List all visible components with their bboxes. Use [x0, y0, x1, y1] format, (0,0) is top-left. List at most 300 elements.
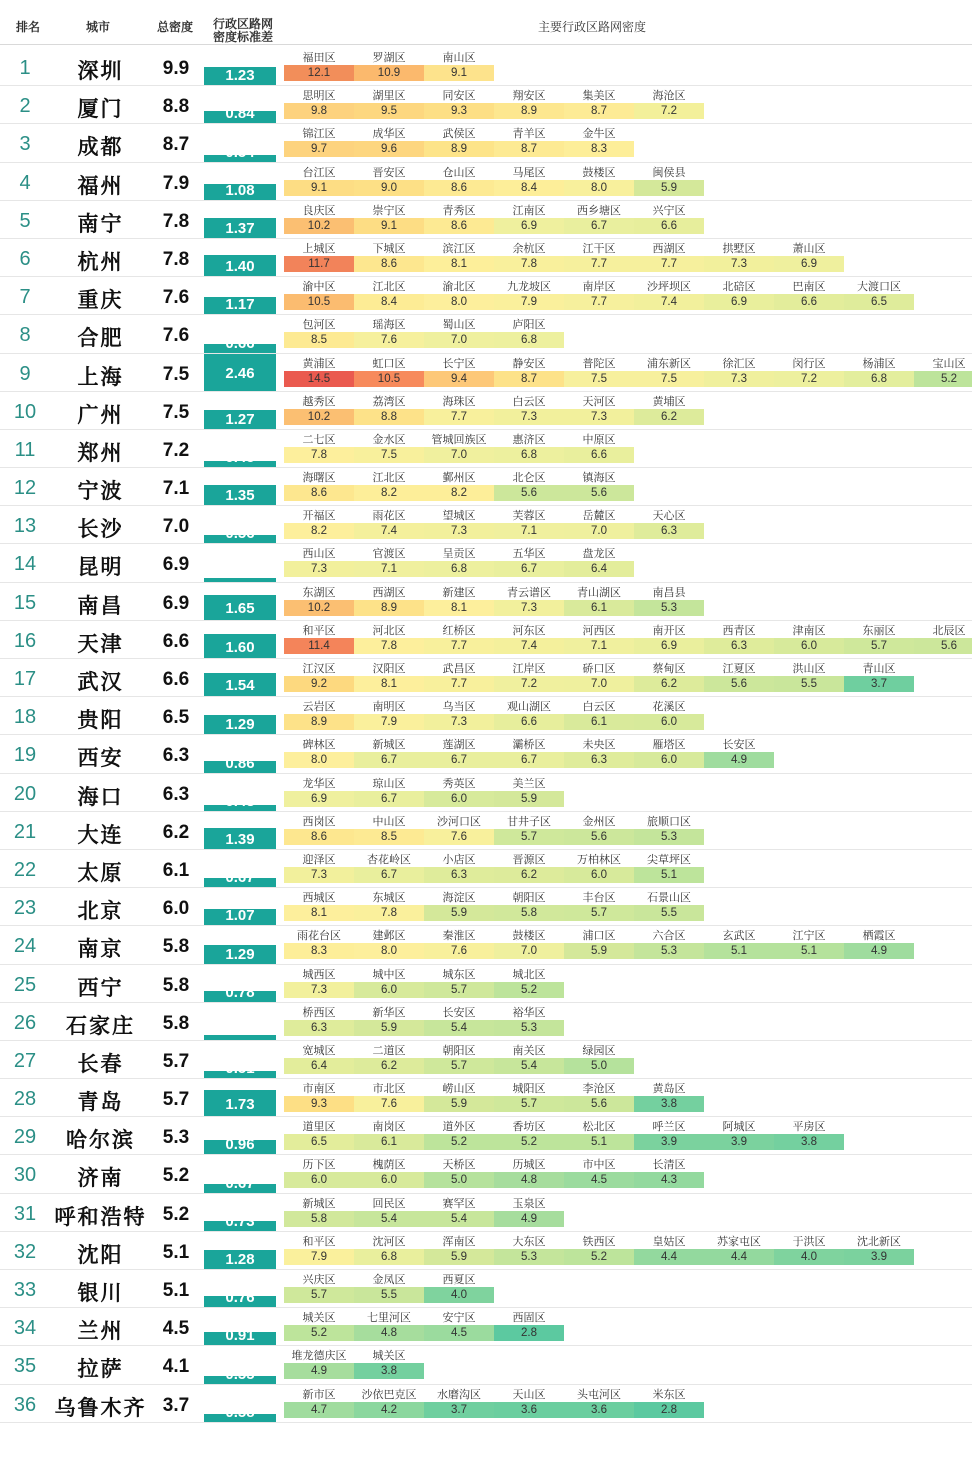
district-name: 同安区: [442, 90, 476, 103]
district-name: 碑林区: [302, 739, 336, 752]
district-name: 旅顺口区: [647, 815, 691, 828]
rank-cell: 34: [13, 1317, 37, 1340]
district-value: 7.7: [564, 294, 634, 310]
district-cell: [844, 659, 914, 697]
district-name: 西城区: [302, 892, 336, 905]
std-bar-cell: [204, 583, 276, 621]
district-cell: [774, 1232, 844, 1270]
district-name: 浦口区: [582, 930, 616, 943]
district-name: 翔安区: [512, 90, 546, 103]
district-cell: [284, 926, 354, 964]
district-cell: [704, 659, 774, 697]
district-value: 6.7: [354, 752, 424, 768]
district-name: 北辰区: [932, 624, 966, 637]
district-cell: [284, 1117, 354, 1155]
rank-cell: 31: [13, 1202, 37, 1225]
rank-cell: 16: [13, 629, 37, 652]
district-value: 5.5: [354, 1287, 424, 1303]
district-value: 8.0: [564, 180, 634, 196]
district-cell: [284, 621, 354, 659]
total-density-cell: 7.0: [162, 516, 190, 538]
district-cell: [494, 506, 564, 544]
district-name: 雁塔区: [652, 739, 686, 752]
district-value: 5.2: [424, 1134, 494, 1150]
district-cell: [284, 48, 354, 86]
district-value: 7.7: [634, 256, 704, 272]
city-cell: 广州: [77, 403, 124, 427]
district-value: 5.3: [634, 600, 704, 616]
district-value: 7.3: [424, 523, 494, 539]
district-name: 头屯河区: [577, 1388, 621, 1401]
district-name: 兴庆区: [302, 1274, 336, 1286]
district-name: 玉泉区: [512, 1197, 546, 1210]
district-cell: [284, 1194, 354, 1232]
district-cell: [844, 354, 914, 392]
std-bar-cell: [204, 1155, 276, 1193]
district-value: 5.1: [704, 943, 774, 959]
table-row: [0, 1079, 972, 1117]
std-bar-cell: [204, 1041, 276, 1079]
district-name: 小店区: [442, 853, 476, 866]
total-density-cell: 3.7: [162, 1394, 190, 1416]
table-row: [0, 124, 972, 162]
district-cell: [284, 1041, 354, 1079]
district-cell: [284, 201, 354, 239]
district-name: 新城区: [302, 1197, 336, 1210]
city-cell: 海口: [77, 785, 124, 809]
district-cell: [494, 1308, 564, 1346]
district-name: 市北区: [372, 1083, 406, 1096]
district-value: 6.4: [564, 561, 634, 577]
district-value: 10.2: [284, 409, 354, 425]
district-cell: [774, 659, 844, 697]
district-value: 6.0: [564, 867, 634, 883]
district-value: 7.6: [354, 1096, 424, 1112]
district-name: 城东区: [442, 968, 476, 981]
district-cell: [494, 163, 564, 201]
district-cell: [564, 926, 634, 964]
std-bar-cell: [204, 163, 276, 201]
district-value: 5.7: [564, 905, 634, 921]
district-value: 5.9: [354, 1020, 424, 1036]
district-name: 津南区: [792, 624, 826, 637]
district-value: 8.8: [354, 409, 424, 425]
district-value: 5.6: [564, 1096, 634, 1112]
district-value: 8.0: [354, 943, 424, 959]
city-cell: 银川: [77, 1282, 124, 1305]
district-name: 赛罕区: [442, 1197, 476, 1210]
district-cell: [844, 277, 914, 315]
district-value: 7.3: [284, 982, 354, 998]
district-name: 苏家屯区: [717, 1235, 761, 1248]
table-row: [0, 315, 972, 353]
district-name: 台江区: [302, 166, 336, 179]
city-cell: 合肥: [77, 327, 124, 351]
district-cell: [634, 1117, 704, 1155]
district-value: 6.6: [774, 294, 844, 310]
district-cell: [424, 1194, 494, 1232]
district-cell: [424, 1385, 494, 1423]
district-name: 成华区: [372, 128, 406, 141]
district-cell: [354, 1308, 424, 1346]
district-cell: [774, 239, 844, 277]
district-cells: [284, 1194, 564, 1232]
district-name: 长安区: [722, 739, 756, 752]
district-value: 7.5: [354, 447, 424, 463]
district-cell: [424, 621, 494, 659]
std-value: 0.43: [225, 792, 255, 810]
district-value: 5.6: [494, 485, 564, 501]
district-name: 南昌县: [652, 586, 686, 599]
district-cell: [494, 965, 564, 1003]
district-name: 荔湾区: [372, 395, 406, 408]
city-cell: 大连: [77, 823, 124, 847]
district-value: 6.7: [354, 867, 424, 883]
district-value: 5.7: [494, 829, 564, 845]
table-row: [0, 86, 972, 124]
district-name: 白云区: [582, 701, 616, 714]
district-name: 集美区: [582, 90, 616, 103]
district-value: 3.6: [564, 1402, 634, 1418]
district-name: 宝山区: [932, 357, 966, 370]
district-cell: [284, 239, 354, 277]
district-name: 水磨沟区: [437, 1388, 481, 1401]
district-value: 6.1: [564, 600, 634, 616]
district-cell: [494, 850, 564, 888]
district-name: 长安区: [442, 1006, 476, 1019]
district-cell: [494, 430, 564, 468]
total-density-cell: 6.1: [162, 859, 190, 881]
district-name: 黄岛区: [652, 1083, 686, 1096]
district-value: 8.0: [284, 752, 354, 768]
district-cells: [284, 1346, 424, 1384]
district-name: 大渡口区: [857, 281, 901, 294]
district-name: 江夏区: [722, 663, 756, 675]
total-density-cell: 5.8: [162, 974, 190, 996]
district-cell: [634, 888, 704, 926]
district-cell: [354, 1385, 424, 1423]
district-name: 思明区: [302, 90, 336, 103]
district-name: 九龙坡区: [507, 281, 551, 294]
district-cell: [494, 812, 564, 850]
district-cell: [494, 888, 564, 926]
total-density-cell: 5.1: [162, 1280, 190, 1301]
district-value: 7.4: [354, 523, 424, 539]
std-value: 1.60: [225, 638, 255, 656]
rank-cell: 11: [14, 438, 36, 461]
district-name: 开福区: [302, 510, 336, 523]
district-value: 3.8: [774, 1134, 844, 1150]
std-value: 1.08: [225, 181, 255, 199]
district-cell: [494, 583, 564, 621]
std-value: 0.86: [225, 754, 255, 772]
rank-cell: 2: [19, 95, 31, 118]
district-cell: [284, 583, 354, 621]
district-cells: [284, 1308, 564, 1346]
std-value: 1.40: [225, 258, 255, 276]
city-cell: 青岛: [77, 1091, 124, 1115]
district-cell: [284, 430, 354, 468]
district-cell: [354, 163, 424, 201]
district-name: 汉阳区: [372, 663, 406, 675]
district-name: 青山湖区: [577, 586, 621, 599]
std-bar-cell: [204, 1003, 276, 1041]
rank-cell: 36: [13, 1393, 37, 1416]
district-cell: [424, 965, 494, 1003]
district-cell: [704, 277, 774, 315]
district-value: 7.3: [494, 600, 564, 616]
district-name: 河东区: [512, 624, 546, 637]
district-name: 松北区: [582, 1121, 616, 1134]
district-value: 7.6: [424, 829, 494, 845]
district-value: 5.9: [564, 943, 634, 959]
district-cell: [634, 735, 704, 773]
district-value: 5.6: [704, 676, 774, 692]
district-name: 道外区: [442, 1121, 476, 1134]
table-row: [0, 430, 972, 468]
district-value: 5.9: [634, 180, 704, 196]
district-name: 静安区: [512, 357, 546, 370]
district-name: 新市区: [302, 1388, 336, 1401]
district-value: 6.6: [564, 447, 634, 463]
city-cell: 成都: [77, 136, 124, 160]
district-name: 新城区: [372, 739, 406, 752]
district-cell: [424, 163, 494, 201]
std-bar-cell: [204, 812, 276, 850]
city-cell: 乌鲁木齐: [54, 1396, 147, 1420]
district-name: 芙蓉区: [512, 510, 546, 523]
district-value: 4.4: [634, 1249, 704, 1265]
district-value: 5.8: [284, 1211, 354, 1227]
table-row: [0, 774, 972, 812]
city-cell: 哈尔滨: [66, 1129, 135, 1153]
district-name: 崇宁区: [372, 204, 406, 217]
district-value: 8.9: [354, 600, 424, 616]
district-name: 虹口区: [372, 357, 406, 370]
table-row: [0, 163, 972, 201]
district-cell: [424, 315, 494, 353]
header-divider: [0, 44, 972, 45]
std-value: 1.54: [225, 677, 255, 695]
district-cell: [564, 430, 634, 468]
district-cell: [284, 1079, 354, 1117]
district-name: 大东区: [512, 1235, 546, 1248]
rank-cell: 3: [19, 133, 31, 156]
std-bar-cell: [204, 239, 276, 277]
total-density-cell: 6.6: [162, 630, 190, 652]
district-cell: [424, 1003, 494, 1041]
district-value: 7.3: [704, 256, 774, 272]
total-density-cell: 8.8: [162, 96, 190, 118]
district-cells: [284, 1155, 704, 1193]
district-cell: [564, 659, 634, 697]
district-cells: [284, 735, 774, 773]
district-name: 琼山区: [372, 777, 406, 790]
district-value: 4.9: [284, 1363, 354, 1379]
district-value: 4.9: [704, 752, 774, 768]
district-cell: [424, 239, 494, 277]
district-value: 6.4: [284, 1058, 354, 1074]
rank-cell: 17: [13, 668, 37, 690]
district-value: 8.1: [354, 676, 424, 692]
district-value: 7.4: [494, 638, 564, 654]
district-value: 5.2: [914, 371, 972, 387]
rank-cell: 33: [13, 1279, 37, 1301]
district-cells: [284, 888, 704, 926]
district-value: 8.1: [424, 600, 494, 616]
district-value: 8.6: [284, 485, 354, 501]
std-value: 0.54: [225, 143, 255, 161]
district-value: 8.1: [424, 256, 494, 272]
district-cell: [284, 1003, 354, 1041]
table-row: [0, 544, 972, 582]
district-value: 4.4: [704, 1249, 774, 1265]
district-name: 二道区: [372, 1044, 406, 1057]
district-name: 堆龙德庆区: [291, 1350, 347, 1363]
city-cell: 宁波: [77, 480, 124, 504]
district-value: 8.7: [494, 141, 564, 157]
district-value: 4.9: [494, 1211, 564, 1227]
district-value: 8.5: [354, 829, 424, 845]
district-cell: [564, 1117, 634, 1155]
rank-cell: 18: [13, 706, 37, 729]
district-value: 5.5: [774, 676, 844, 692]
city-cell: 深圳: [77, 60, 124, 83]
district-name: 绿园区: [582, 1044, 616, 1057]
district-cell: [634, 1385, 704, 1423]
table-row: [0, 1232, 972, 1270]
std-bar-cell: [204, 735, 276, 773]
std-value: 0.67: [225, 869, 255, 887]
total-density-cell: 6.6: [162, 669, 190, 690]
city-cell: 拉萨: [77, 1358, 124, 1382]
district-cell: [424, 354, 494, 392]
district-cell: [284, 392, 354, 430]
district-name: 平房区: [792, 1121, 826, 1134]
district-cells: [284, 239, 844, 277]
district-cell: [704, 926, 774, 964]
district-name: 鼓楼区: [512, 930, 546, 943]
district-cell: [494, 544, 564, 582]
district-name: 城关区: [372, 1350, 406, 1363]
std-bar-cell: [204, 48, 276, 86]
district-name: 上城区: [302, 242, 336, 255]
district-cell: [564, 86, 634, 124]
district-value: 8.9: [424, 141, 494, 157]
district-cell: [634, 1079, 704, 1117]
district-value: 7.3: [564, 409, 634, 425]
district-name: 南关区: [512, 1044, 546, 1057]
district-cells: [284, 697, 704, 735]
total-density-cell: 6.3: [162, 783, 190, 805]
district-cell: [564, 1155, 634, 1193]
district-value: 8.6: [424, 218, 494, 234]
district-value: 8.3: [284, 943, 354, 959]
district-value: 7.0: [564, 676, 634, 692]
district-cell: [564, 354, 634, 392]
rank-cell: 4: [19, 171, 31, 194]
district-cell: [704, 621, 774, 659]
district-cell: [284, 86, 354, 124]
district-name: 下城区: [372, 242, 406, 255]
district-value: 9.6: [354, 141, 424, 157]
district-value: 5.3: [494, 1020, 564, 1036]
std-bar-cell: [204, 774, 276, 812]
total-density-cell: 5.1: [162, 1241, 190, 1263]
district-value: 5.7: [494, 1096, 564, 1112]
district-name: 鄞州区: [442, 472, 476, 485]
district-cells: [284, 1385, 704, 1423]
district-value: 5.1: [564, 1134, 634, 1150]
district-cells: [284, 468, 634, 506]
district-value: 4.3: [634, 1172, 704, 1188]
table-row: [0, 850, 972, 888]
district-cell: [284, 1308, 354, 1346]
rank-cell: 22: [13, 858, 37, 881]
district-name: 市南区: [302, 1083, 336, 1096]
district-value: 6.8: [494, 447, 564, 463]
district-cell: [284, 1385, 354, 1423]
district-cell: [424, 659, 494, 697]
std-value: 0.56: [225, 525, 255, 543]
district-cell: [494, 1003, 564, 1041]
district-value: 6.0: [424, 791, 494, 807]
district-cell: [424, 735, 494, 773]
district-name: 美兰区: [512, 777, 546, 790]
district-name: 浦东新区: [647, 357, 691, 370]
district-cell: [494, 659, 564, 697]
district-name: 鼓楼区: [582, 166, 616, 179]
district-value: 7.2: [494, 676, 564, 692]
district-cell: [424, 583, 494, 621]
district-name: 蔡甸区: [652, 663, 686, 675]
std-value: 1.73: [225, 1095, 255, 1113]
district-name: 米东区: [652, 1388, 686, 1401]
std-bar-cell: [204, 1232, 276, 1270]
district-cell: [354, 888, 424, 926]
total-density-cell: 6.9: [162, 554, 190, 576]
district-name: 秦淮区: [442, 930, 476, 943]
district-name: 中原区: [582, 433, 616, 446]
std-value: 1.07: [225, 907, 255, 925]
rank-cell: 8: [19, 324, 31, 347]
table-row: [0, 468, 972, 506]
district-cell: [564, 544, 634, 582]
city-cell: 济南: [77, 1167, 124, 1191]
city-cell: 长沙: [77, 518, 124, 542]
std-bar-cell: [204, 354, 276, 392]
district-name: 金州区: [582, 815, 616, 828]
district-name: 沈北新区: [857, 1235, 901, 1248]
district-name: 浑南区: [442, 1235, 476, 1248]
district-value: 10.5: [354, 371, 424, 387]
district-cell: [494, 621, 564, 659]
district-cell: [564, 163, 634, 201]
district-cell: [914, 621, 972, 659]
rank-cell: 35: [13, 1355, 37, 1378]
district-name: 黄浦区: [302, 357, 336, 370]
district-value: 7.7: [424, 409, 494, 425]
district-value: 5.1: [774, 943, 844, 959]
district-cells: [284, 1270, 494, 1308]
district-name: 南岸区: [582, 281, 616, 294]
district-value: 7.4: [634, 294, 704, 310]
district-cell: [284, 812, 354, 850]
city-cell: 沈阳: [77, 1243, 124, 1267]
district-cell: [284, 163, 354, 201]
district-cell: [424, 277, 494, 315]
std-bar-cell: [204, 659, 276, 697]
